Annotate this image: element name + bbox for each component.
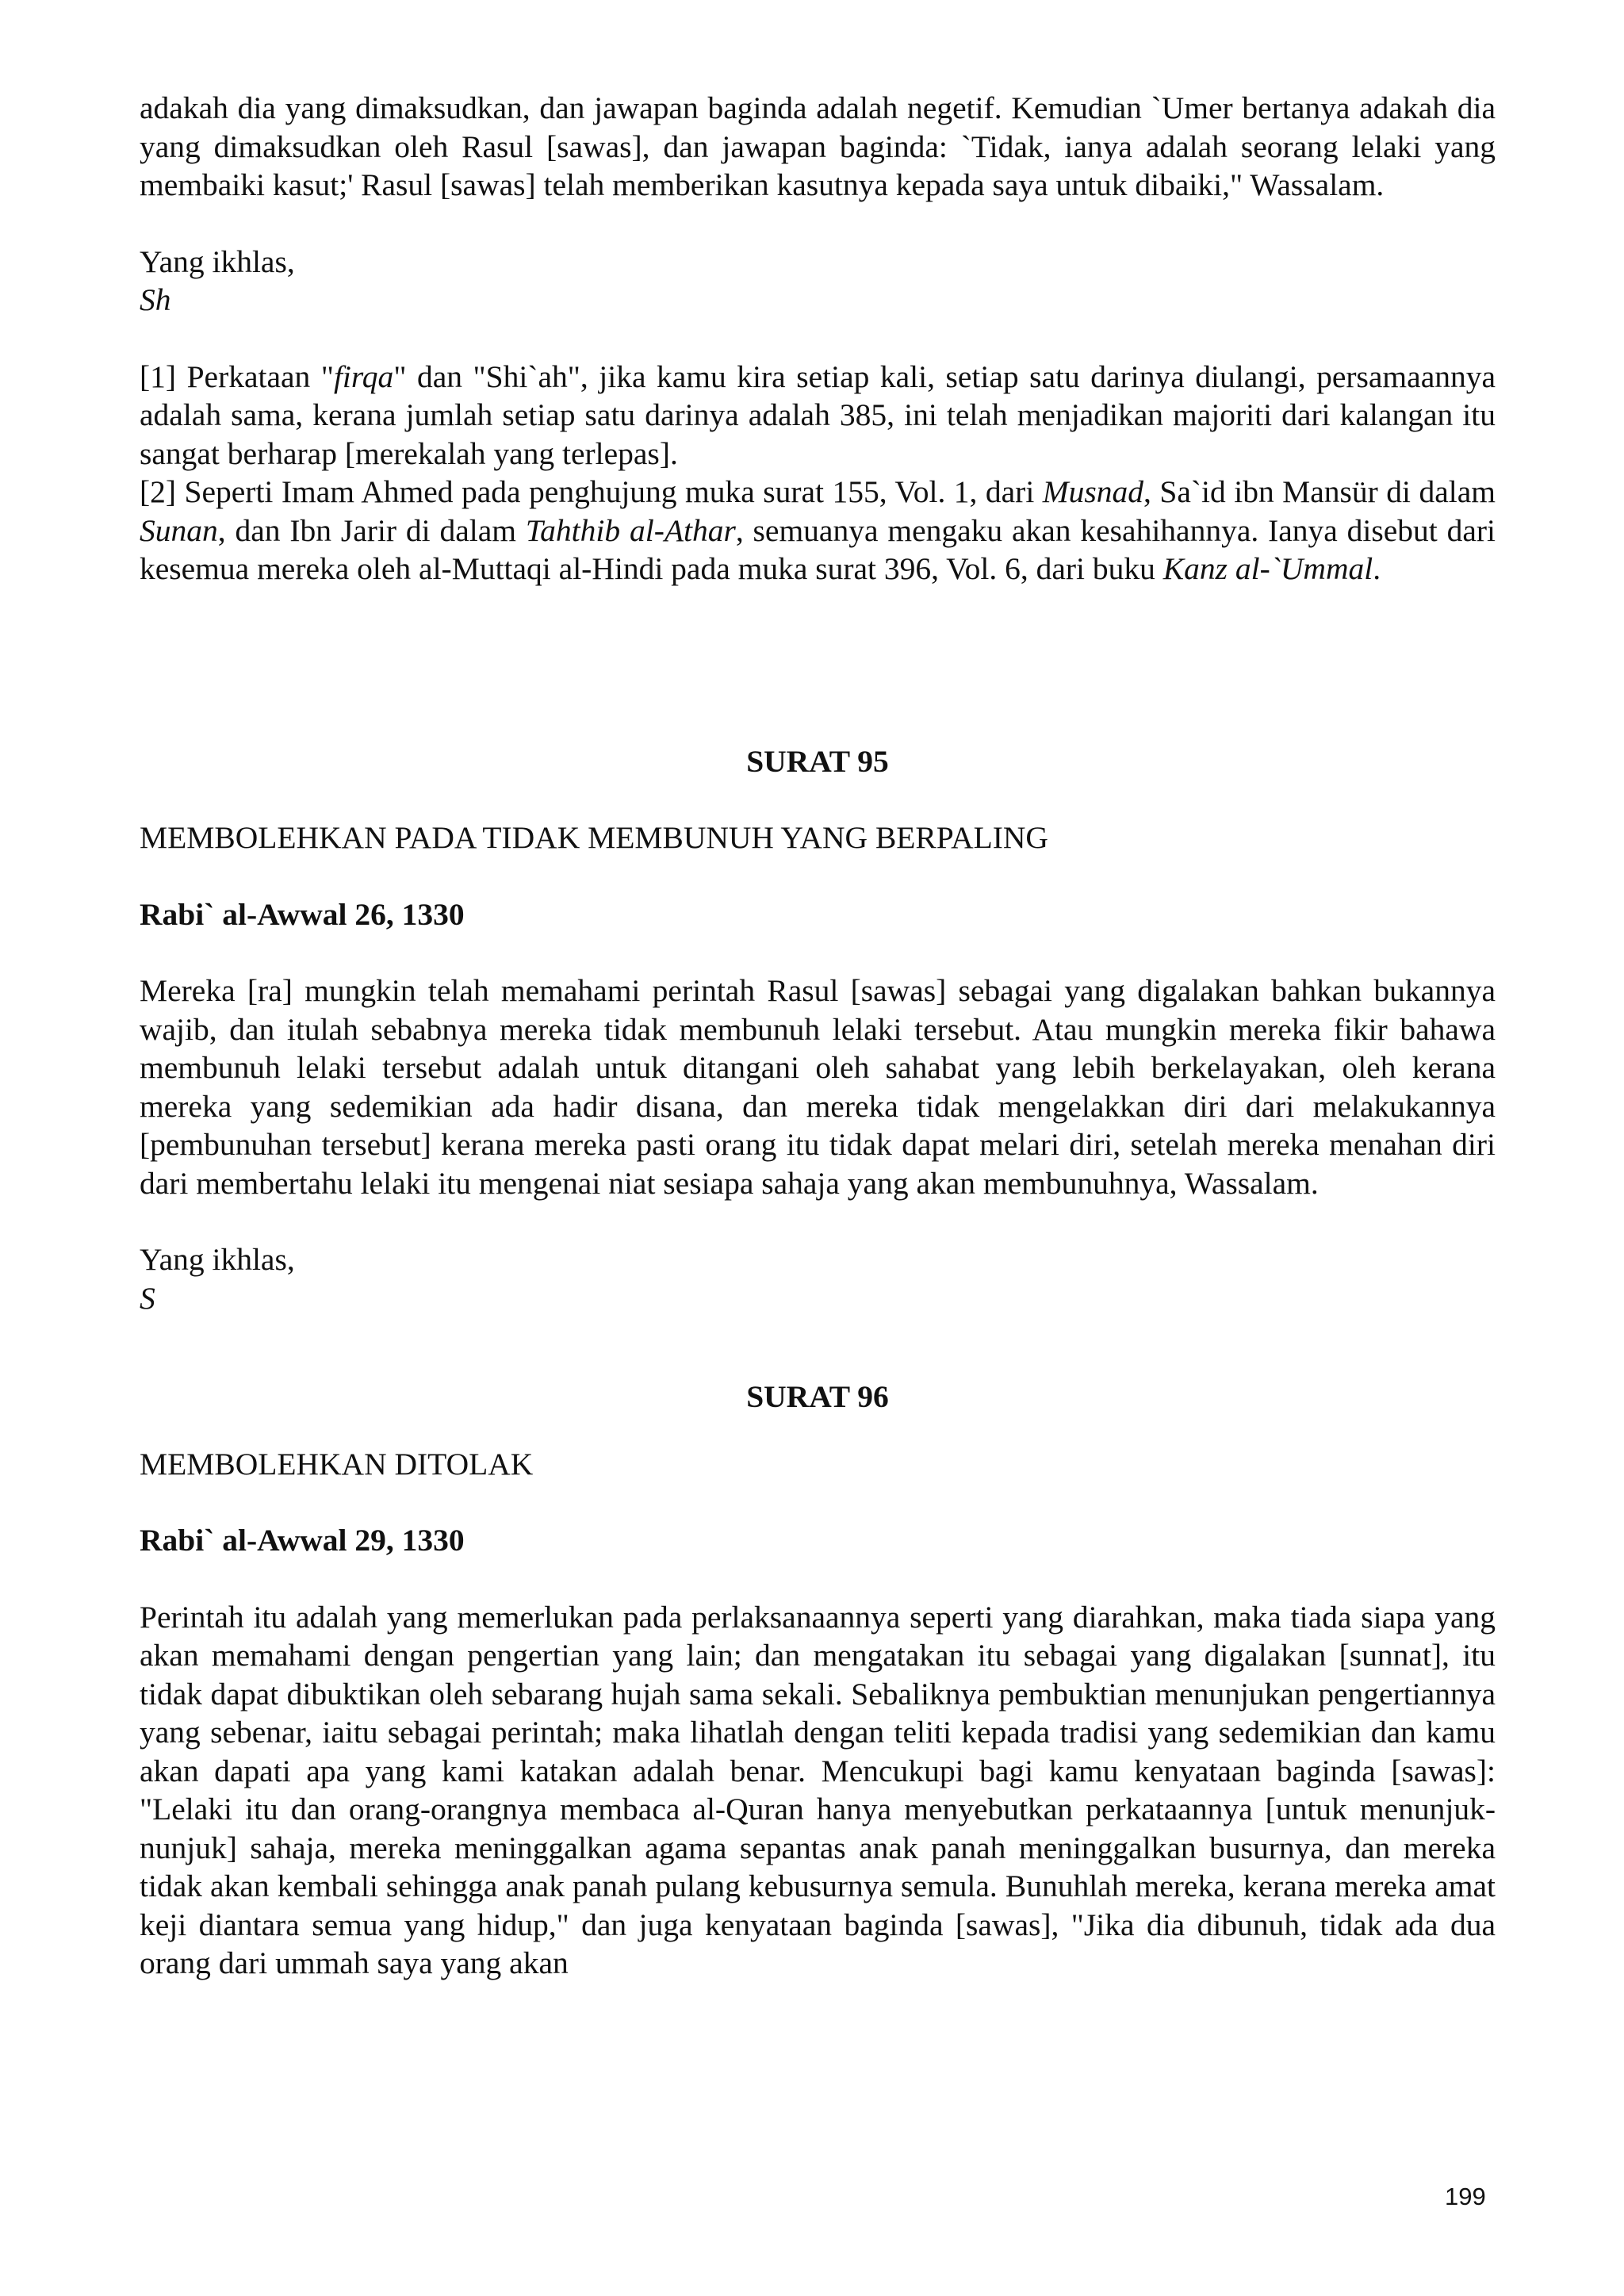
letter-95-signature: S [140, 1280, 155, 1316]
footnote-2 [140, 473, 1496, 588]
letter-95-date: Rabi` al-Awwal 26, 1330 [140, 896, 465, 932]
footnote-2-title-tahthib: Tahthib al-Athar [525, 512, 736, 548]
letter-96-body: Perintah itu adalah yang memerlukan pada perlaksanaannya seperti yang diarahkan, maka tiada siapa yang akan memahami dengan pengertian yang lain; dan mengatakan itu sebagai yang digalakan [sunnat], itu tidak dapat dibuktikan oleh sebarang hujah sama sekali. Sebaliknya pembuktian menunjukan pengertiannya yang sebenar, iaitu sebagai perintah; maka lihatlah dengan teliti kepada tradisi yang sedemikian dan kamu akan dapati apa yang kami katakan adalah benar. Mencukupi bagi kamu kenyataan baginda [sawas]: "Lelaki itu dan orang-orangnya membaca al-Quran hanya menyebutkan perkataannya [untuk menunjuk-nunjuk] sahaja, mereka meninggalkan agama sepantas anak panah meninggalkan busurnya, dan mereka tidak akan kembali sehingga anak panah pulang kebusurnya semula. Bunuhlah mereka, kerana mereka amat keji diantara semua yang hidup," dan juga kenyataan baginda [sawas], "Jika dia dibunuh, tidak ada dua orang dari ummah saya yang akan [140, 1599, 1496, 1980]
footnote-1 [140, 358, 1496, 473]
footnote-2-title-sunan: Sunan [140, 512, 218, 548]
document-page [140, 89, 1496, 1983]
intro-signature: Sh [140, 282, 171, 317]
footnote-2-title-musnad: Musnad [1042, 474, 1144, 509]
letter-96-heading: SURAT 96 [746, 1379, 889, 1414]
footnote-2-title-kanz: Kanz al-`Ummal [1162, 551, 1373, 586]
letter-95-heading: SURAT 95 [746, 743, 889, 779]
footnote-2-text-d: , semuanya mengaku akan kesahihannya. Ianya disebut dari kesemua mereka oleh al-Muttaqi al-Hindi pada muka surat 396, Vol. 6, dari buku [140, 512, 1496, 586]
footnote-2-text-b: , Sa`id ibn Mansür di dalam [1143, 474, 1496, 509]
letter-95-body: Mereka [ra] mungkin telah memahami perintah Rasul [sawas] sebagai yang digalakan bahkan bukannya wajib, dan itulah sebabnya mereka tidak membunuh lelaki tersebut. Atau mungkin mereka fikir bahawa membunuh lelaki tersebut adalah untuk ditangani oleh sahabat yang lebih berkelayakan, oleh kerana mereka yang sedemikian ada hadir disana, dan mereka tidak mengelakkan diri dari melakukannya [pembunuhan tersebut] kerana mereka pasti orang itu tidak dapat melari diri, setelah mereka menahan diri dari membertahu lelaki itu mengenai niat sesiapa sahaja yang akan membunuhnya, Wassalam. [140, 973, 1496, 1201]
letter-95-closing: Yang ikhlas, [140, 1242, 295, 1277]
footnote-1-text-a: [1] Perkataan " [140, 358, 334, 394]
intro-closing: Yang ikhlas, [140, 243, 295, 279]
footnote-2-text-e: . [1373, 551, 1381, 586]
footnote-2-text-c: , dan Ibn Jarir di dalam [217, 512, 526, 548]
letter-95-subtitle: MEMBOLEHKAN PADA TIDAK MEMBUNUH YANG BERPALING [140, 820, 1048, 855]
letter-96-subtitle: MEMBOLEHKAN DITOLAK [140, 1446, 534, 1481]
page-number: 199 [1445, 2183, 1486, 2210]
footnote-2-text-a: [2] Seperti Imam Ahmed pada penghujung muka surat 155, Vol. 1, dari [140, 474, 1043, 509]
intro-paragraph: adakah dia yang dimaksudkan, dan jawapan baginda adalah negetif. Kemudian `Umer bertanya adakah dia yang dimaksudkan oleh Rasul [sawas], dan jawapan baginda: `Tidak, ianya adalah seorang lelaki yang membaiki kasut;' Rasul [sawas] telah memberikan kasutnya kepada saya untuk dibaiki," Wassalam. [140, 90, 1496, 202]
letter-96-date: Rabi` al-Awwal 29, 1330 [140, 1523, 465, 1558]
footnote-1-term-firqa: firqa [333, 358, 394, 394]
footnote-1-text-b: " dan "Shi`ah", jika kamu kira setiap kali, setiap satu darinya diulangi, persamaannya adalah sama, kerana jumlah setiap satu darinya adalah 385, ini telah menjadikan majoriti dari kalangan itu sangat berharap [merekalah yang terlepas]. [140, 358, 1496, 471]
